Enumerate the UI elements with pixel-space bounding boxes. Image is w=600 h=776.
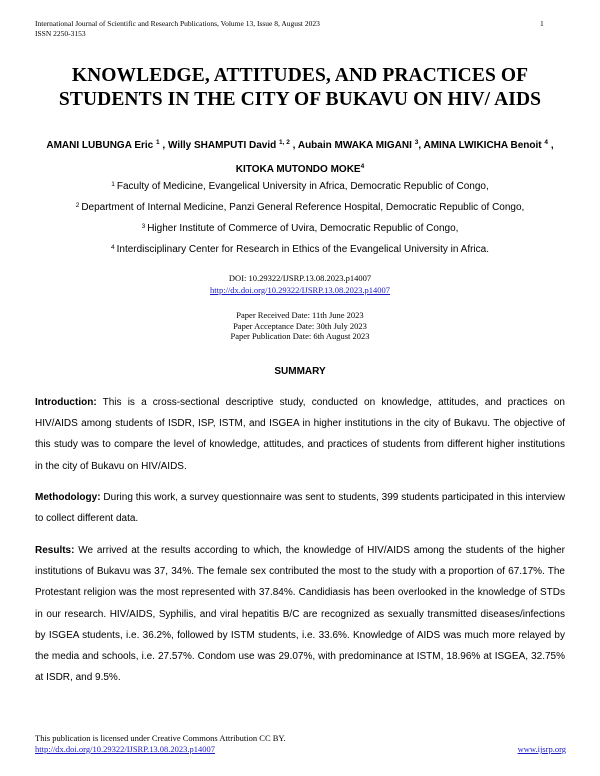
paper-title <box>20 64 580 112</box>
author-separator: , <box>159 140 168 151</box>
introduction-paragraph <box>35 392 565 477</box>
methodology-paragraph <box>35 487 565 529</box>
doi-text: DOI: 10.29322/IJSRP.13.08.2023.p14007 <box>228 273 372 283</box>
footer <box>35 733 286 755</box>
results-text: We arrived at the results according to which, the knowledge of HIV/AIDS among the students of the higher institutions of Bukavu was 37, 34%. The female sex contributed the most to the study with a proportion of 67.17%. The Protestant religion was the most represented with 37.84%. Candidiasis has been overlooked in the knowledge of STDs in our research. HIV/AIDS, Syphilis, and viral hepatitis B/C are recognized as sexually transmitted diseases/infections by ISGEA students, i.e. 36.2%, followed by ISTM students, i.e. 33.6%. Knowledge of AIDS was much more relayed by the media and schools, i.e. 27.57%. Condom use was 29.07%, with predominance at ISTM, 18.96% at ISGEA, 32.75% at ISDR, and 9.5%. <box>35 545 565 684</box>
affiliation-2 <box>20 197 580 218</box>
author-sup: 1, 2 <box>279 139 290 146</box>
affiliation-3 <box>20 218 580 239</box>
doi-block <box>20 273 580 296</box>
author-name: Willy SHAMPUTI David <box>167 140 277 151</box>
introduction-label: Introduction: <box>35 397 97 408</box>
footer-site <box>518 744 566 754</box>
author-name: Aubain MWAKA MIGANI <box>297 140 412 151</box>
issn: ISSN 2250-3153 <box>35 29 86 38</box>
license-text: This publication is licensed under Creative Commons Attribution CC BY. <box>35 733 286 743</box>
affiliation-number: 2 <box>75 202 80 209</box>
results-label: Results: <box>35 545 75 556</box>
author-list <box>30 134 570 182</box>
methodology-text: During this work, a survey questionnaire was sent to students, 399 students participated in this interview to collect different data. <box>35 492 565 525</box>
author-name: AMINA LWIKICHA Benoit <box>423 140 542 151</box>
authors-line-1 <box>30 134 570 158</box>
affiliations <box>20 176 580 260</box>
affiliation-number: 4 <box>110 244 115 251</box>
author-name: AMANI LUBUNGA Eric <box>46 140 154 151</box>
author-separator: , <box>548 140 554 151</box>
author-sup: 4 <box>544 139 549 146</box>
introduction-text: This is a cross-sectional descriptive study, conducted on knowledge, attitudes, and practices on HIV/AIDS among students of ISDR, ISP, ISTM, and ISGEA in higher institutions in the city of Bukavu. The objective of this study was to compare the level of knowledge, attitudes, and practices of students from different higher institutions in the city of Bukavu on HIV/AIDS. <box>35 397 565 472</box>
affiliation-text: Department of Internal Medicine, Panzi General Reference Hospital, Democratic Republic of Congo, <box>81 202 525 213</box>
running-header <box>35 19 320 39</box>
paper-dates <box>20 310 580 342</box>
affiliation-1 <box>20 176 580 197</box>
affiliation-text: Higher Institute of Commerce of Uvira, Democratic Republic of Congo, <box>147 223 459 234</box>
affiliation-text: Faculty of Medicine, Evangelical University in Africa, Democratic Republic of Congo, <box>116 181 489 192</box>
author-sup: 1 <box>156 139 160 146</box>
author-sup: 3 <box>414 139 419 146</box>
title-line-1: KNOWLEDGE, ATTITUDES, AND PRACTICES OF <box>71 65 529 86</box>
methodology-label: Methodology: <box>35 492 101 503</box>
acceptance-date: Paper Acceptance Date: 30th July 2023 <box>233 320 367 331</box>
publication-date: Paper Publication Date: 6th August 2023 <box>230 331 370 341</box>
summary-heading: SUMMARY <box>274 366 326 377</box>
author-separator: , <box>289 140 298 151</box>
results-paragraph <box>35 540 565 688</box>
author-separator: , <box>418 140 424 151</box>
affiliation-4 <box>20 239 580 260</box>
author-sup: 4 <box>360 163 365 170</box>
received-date: Paper Received Date: 11th June 2023 <box>236 310 364 320</box>
affiliation-number: 1 <box>111 181 115 188</box>
footer-doi-link[interactable]: http://dx.doi.org/10.29322/IJSRP.13.08.2023.p14007 <box>35 744 216 754</box>
site-link[interactable]: www.ijsrp.org <box>517 744 566 754</box>
title-line-2: STUDENTS IN THE CITY OF BUKAVU ON HIV/ AIDS <box>58 89 542 110</box>
affiliation-number: 3 <box>141 223 146 230</box>
author-name: KITOKA MUTONDO MOKE <box>235 164 361 175</box>
page-number: 1 <box>540 19 544 28</box>
journal-line: International Journal of Scientific and Research Publications, Volume 13, Issue 8, August 2023 <box>35 19 320 28</box>
doi-link[interactable]: http://dx.doi.org/10.29322/IJSRP.13.08.2023.p14007 <box>209 284 390 295</box>
affiliation-text: Interdisciplinary Center for Research in Ethics of the Evangelical University in Africa. <box>116 244 489 255</box>
